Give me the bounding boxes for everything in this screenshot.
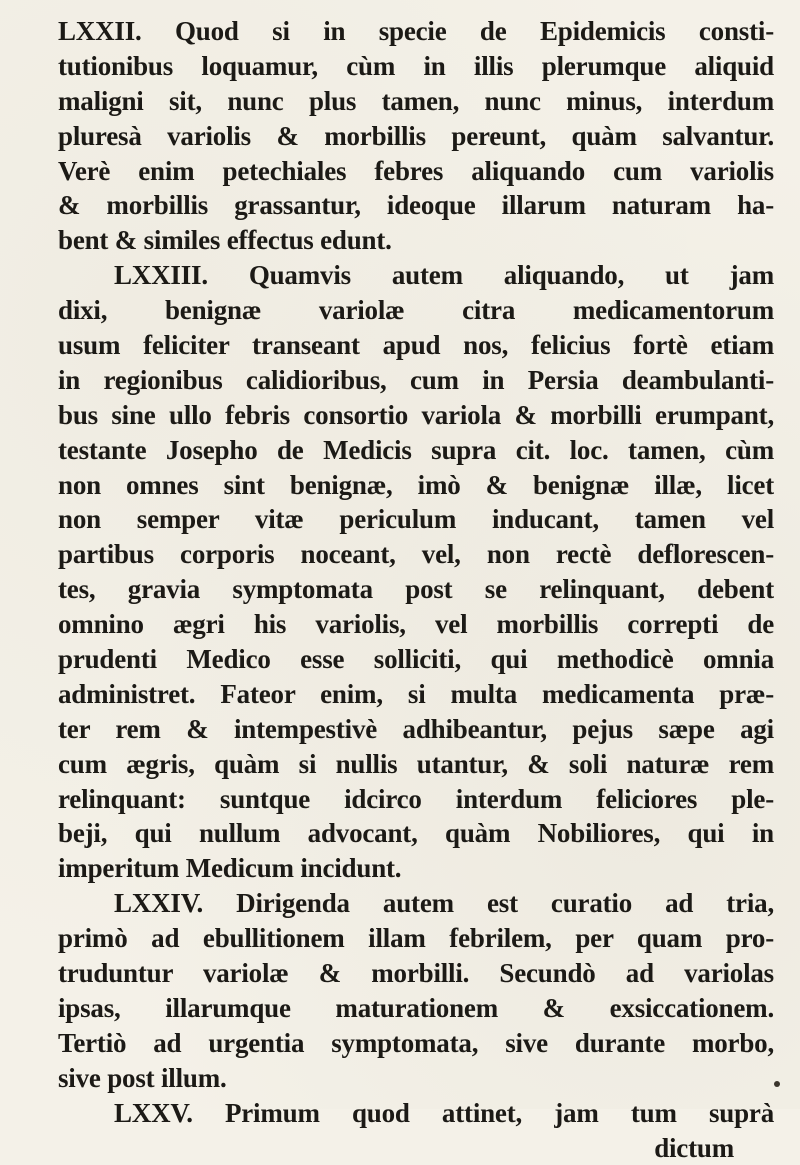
- text-line: maligni sit, nunc plus tamen, nunc minus, interdum: [58, 84, 774, 119]
- text-line: non omnes sint benignæ, imò & benignæ illæ, licet: [58, 468, 774, 503]
- text-line: LXXII. Quod si in specie de Epidemicis consti-: [58, 14, 774, 49]
- text-line: Tertiò ad urgentia symptomata, sive durante morbo,: [58, 1026, 774, 1061]
- text-line: relinquant: suntque idcirco interdum feliciores ple-: [58, 782, 774, 817]
- section-heading-line: LXXIV. Dirigenda autem est curatio ad tria,: [58, 886, 774, 921]
- text-line: tes, gravia symptomata post se relinquant, debent: [58, 572, 774, 607]
- section-heading-line: LXXIII. Quamvis autem aliquando, ut jam: [58, 258, 774, 293]
- text-line: in regionibus calidioribus, cum in Persia deambulanti-: [58, 363, 774, 398]
- text-line: & morbillis grassantur, ideoque illarum naturam ha-: [58, 188, 774, 223]
- text-line: cum ægris, quàm si nullis utantur, & soli naturæ rem: [58, 747, 774, 782]
- text-line: bus sine ullo febris consortio variola & morbilli erumpant,: [58, 398, 774, 433]
- text-line: partibus corporis noceant, vel, non rectè deflorescen-: [58, 537, 774, 572]
- text-line: beji, qui nullum advocant, quàm Nobiliores, qui in: [58, 816, 774, 851]
- catchword: dictum: [58, 1131, 774, 1165]
- text-line: truduntur variolæ & morbilli. Secundò ad variolas: [58, 956, 774, 991]
- text-line: administret. Fateor enim, si multa medicamenta præ-: [58, 677, 774, 712]
- text-line: ipsas, illarumque maturationem & exsiccationem.: [58, 991, 774, 1026]
- text-line: non semper vitæ periculum inducant, tamen vel: [58, 502, 774, 537]
- text-line: ter rem & intempestivè adhibeantur, pejus sæpe agi: [58, 712, 774, 747]
- text-line: pluresà variolis & morbillis pereunt, quàm salvantur.: [58, 119, 774, 154]
- ink-speck: [774, 1081, 780, 1087]
- latin-text-block: [58, 14, 774, 1165]
- text-line: imperitum Medicum incidunt.: [58, 851, 774, 886]
- text-line: tutionibus loquamur, cùm in illis plerumque aliquid: [58, 49, 774, 84]
- text-line: bent & similes effectus edunt.: [58, 223, 774, 258]
- text-line: sive post illum.: [58, 1061, 774, 1096]
- text-line: primò ad ebullitionem illam febrilem, per quam pro-: [58, 921, 774, 956]
- text-line: Verè enim petechiales febres aliquando cum variolis: [58, 154, 774, 189]
- section-heading-line: LXXV. Primum quod attinet, jam tum suprà: [58, 1096, 774, 1131]
- text-line: dixi, benignæ variolæ citra medicamentorum: [58, 293, 774, 328]
- text-line: testante Josepho de Medicis supra cit. loc. tamen, cùm: [58, 433, 774, 468]
- text-line: prudenti Medico esse solliciti, qui methodicè omnia: [58, 642, 774, 677]
- text-line: omnino ægri his variolis, vel morbillis correpti de: [58, 607, 774, 642]
- text-line: usum feliciter transeant apud nos, felicius fortè etiam: [58, 328, 774, 363]
